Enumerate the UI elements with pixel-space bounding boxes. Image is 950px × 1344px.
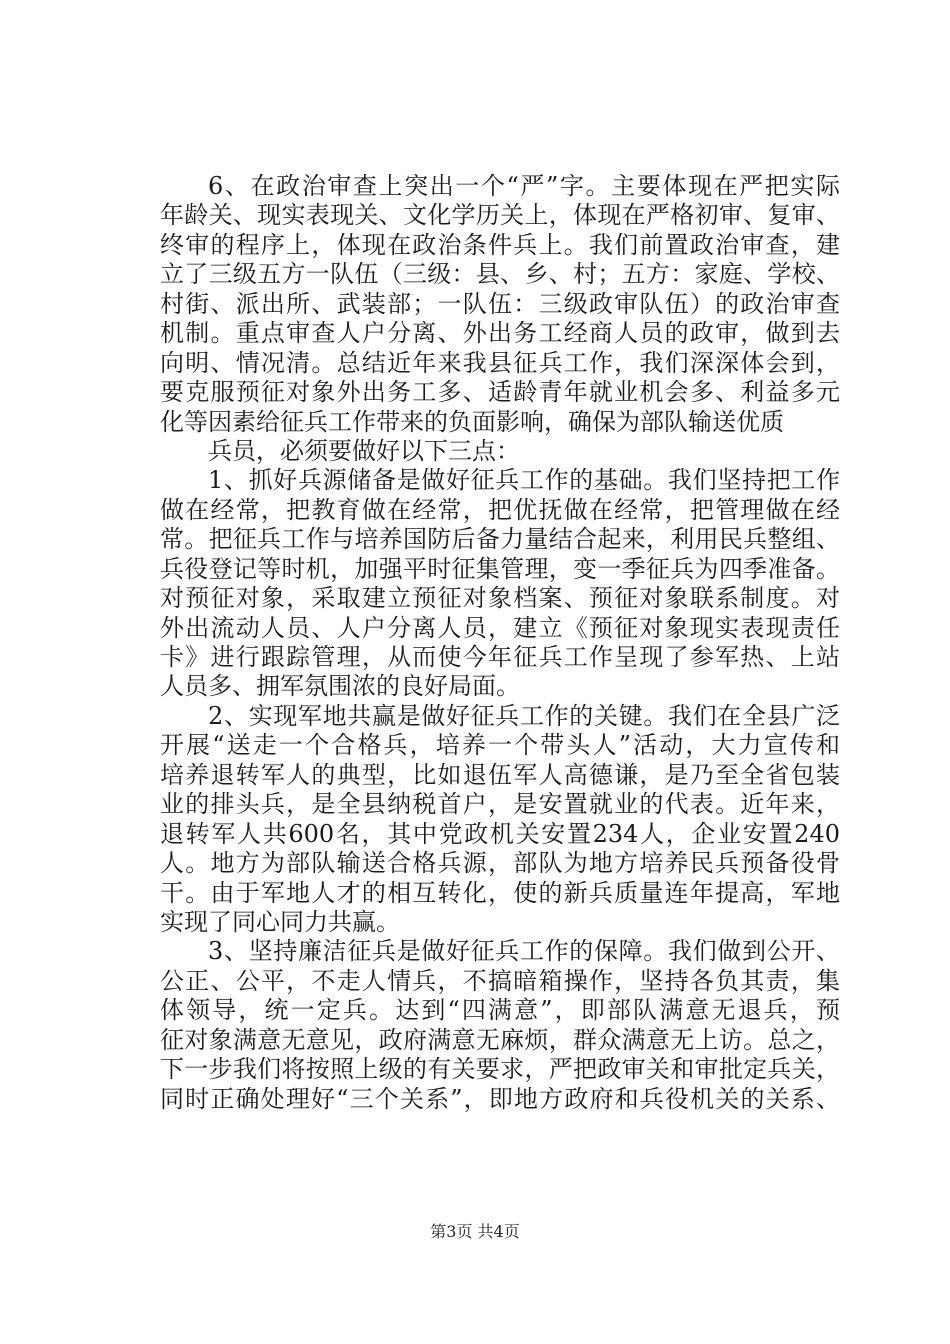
text-line: 兵役登记等时机，加强平时征集管理，变一季征兵为四季准备。 [160,554,840,583]
text-line: 下一步我们将按照上级的有关要求，严把政审关和审批定兵关， [160,1055,840,1084]
text-line: 培养退转军人的典型，比如退伍军人高德谦，是乃至全省包装 [160,760,840,789]
text-line: 村街、派出所、武装部；一队伍：三级政审队伍）的政治审查 [160,289,840,318]
text-line: 机制。重点审查人户分离、外出务工经商人员的政审，做到去 [160,319,840,348]
text-line: 兵员，必须要做好以下三点： [208,436,520,465]
text-line: 外出流动人员、人户分离人员，建立《预征对象现实表现责任 [160,613,840,642]
page-footer: 第3页 共4页 [430,1222,520,1241]
text-line: 人员多、拥军氛围浓的良好局面。 [160,672,520,701]
text-line: 对预征对象，采取建立预征对象档案、预征对象联系制度。对 [160,584,840,613]
text-line: 退转军人共600名，其中党政机关安置234人，企业安置240 [160,819,840,848]
text-line: 3、坚持廉洁征兵是做好征兵工作的保障。我们做到公开、 [208,937,840,966]
text-line: 同时正确处理好“三个关系”，即地方政府和兵役机关的关系、 [160,1084,840,1113]
text-line: 常。把征兵工作与培养国防后备力量结合起来，利用民兵整组、 [160,525,840,554]
text-line: 6、在政治审查上突出一个“严”字。主要体现在严把实际 [208,172,840,200]
text-line: 征对象满意无意见，政府满意无麻烦，群众满意无上访。总之， [160,1025,840,1054]
text-line: 公正、公平，不走人情兵，不搞暗箱操作，坚持各负其责，集 [160,966,840,995]
text-line: 业的排头兵，是全县纳税首户，是安置就业的代表。近年来， [160,790,840,819]
text-line: 1、抓好兵源储备是做好征兵工作的基础。我们坚持把工作 [208,466,840,495]
text-line: 年龄关、现实表现关、文化学历关上，体现在严格初审、复审、 [160,201,840,230]
text-line: 实现了同心同力共赢。 [160,907,400,936]
text-line: 终审的程序上，体现在政治条件兵上。我们前置政治审查，建 [160,230,840,259]
text-line: 要克服预征对象外出务工多、适龄青年就业机会多、利益多元 [160,378,840,407]
text-line: 干。由于军地人才的相互转化，使的新兵质量连年提高，军地 [160,878,840,907]
text-line: 化等因素给征兵工作带来的负面影响，确保为部队输送优质 [160,407,784,436]
text-line: 立了三级五方一队伍（三级：县、乡、村；五方：家庭、学校、 [160,260,840,289]
text-line: 2、实现军地共赢是做好征兵工作的关键。我们在全县广泛 [208,701,840,730]
text-line: 人。地方为部队输送合格兵源，部队为地方培养民兵预备役骨 [160,849,840,878]
text-line: 开展“送走一个合格兵，培养一个带头人”活动，大力宣传和 [160,731,840,760]
text-line: 向明、情况清。总结近年来我县征兵工作，我们深深体会到， [160,348,840,377]
text-line: 做在经常，把教育做在经常，把优抚做在经常，把管理做在经 [160,495,840,524]
text-line: 体领导，统一定兵。达到“四满意”，即部队满意无退兵，预 [160,996,840,1025]
document-body [160,172,840,1114]
text-line: 卡》进行跟踪管理，从而使今年征兵工作呈现了参军热、上站 [160,643,840,671]
